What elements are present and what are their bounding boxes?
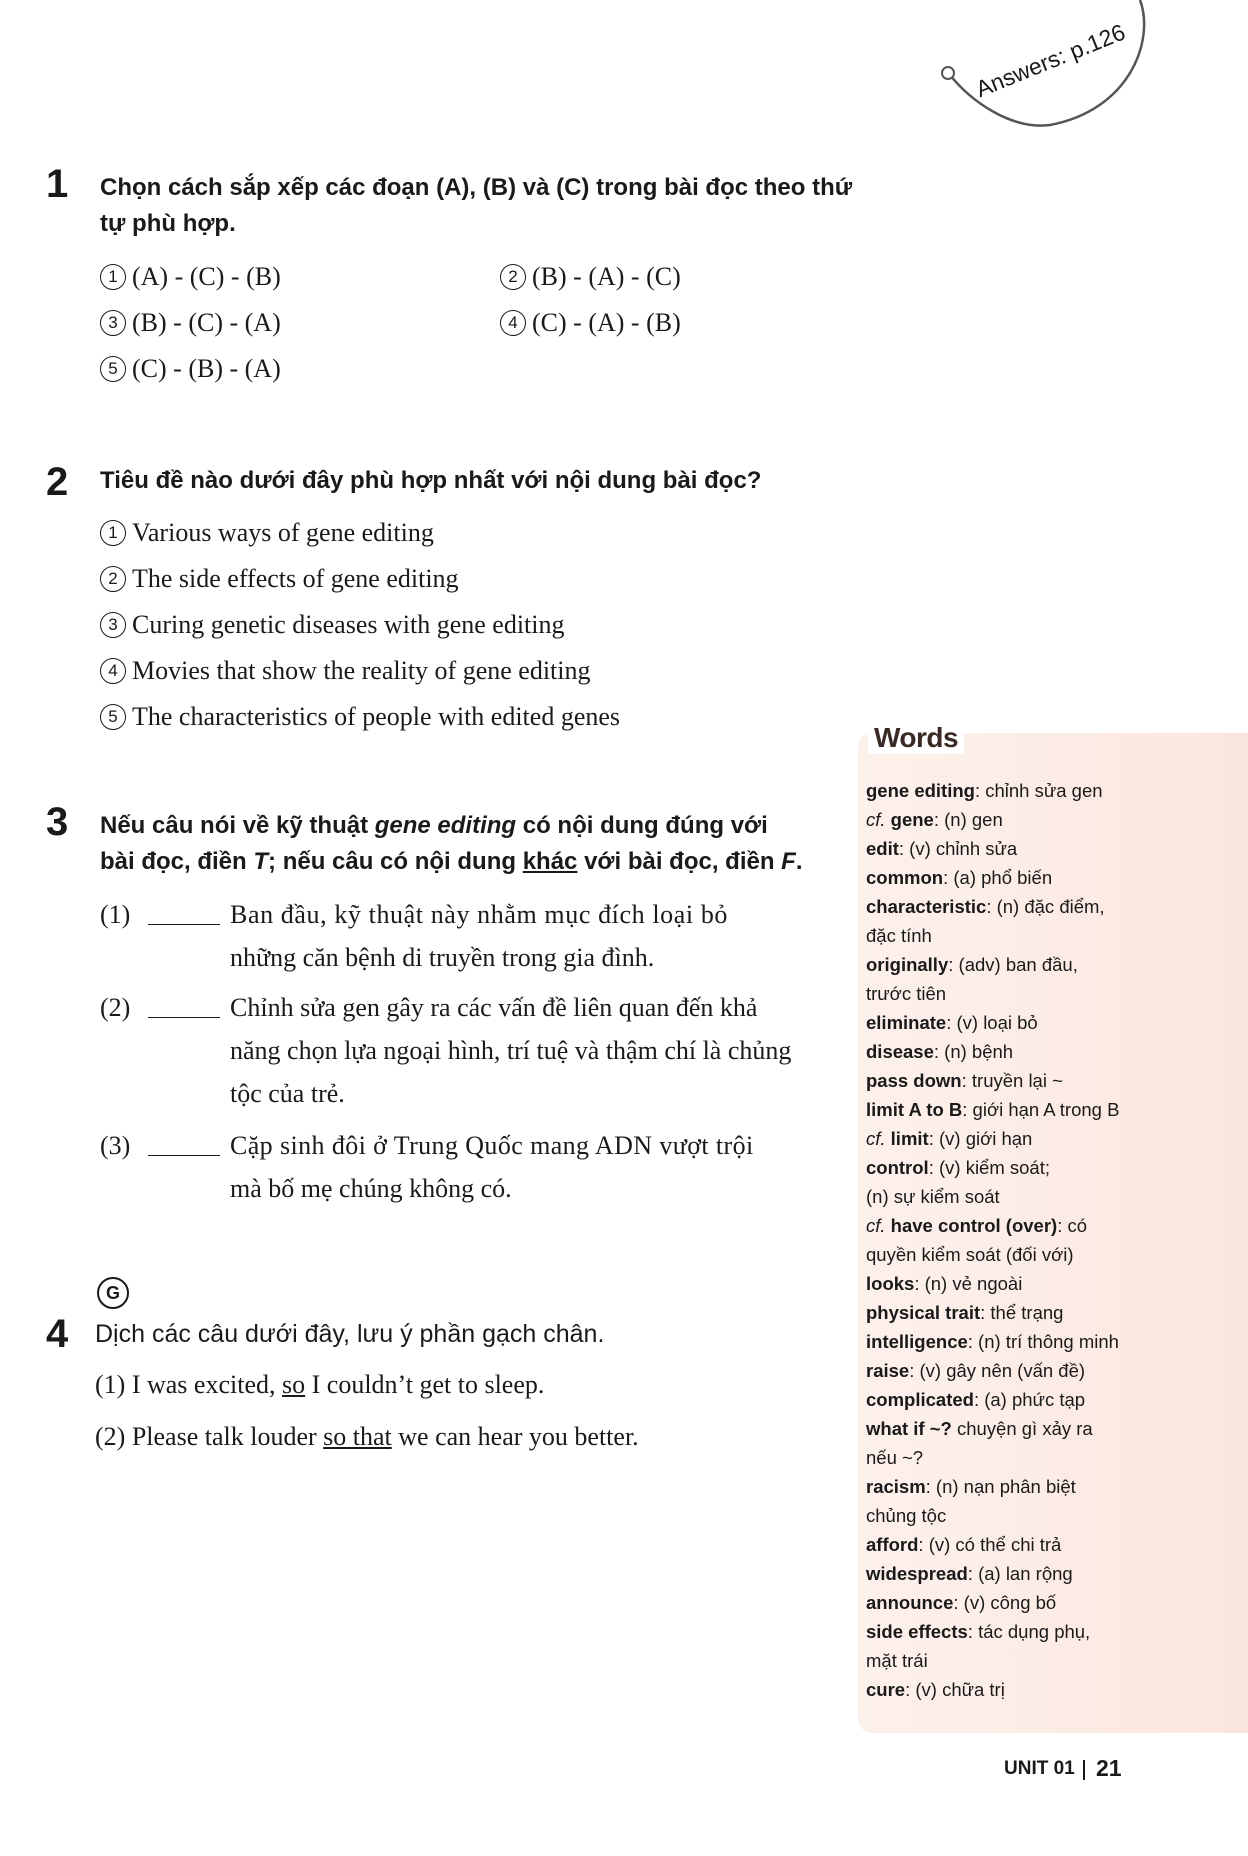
q2-option-1[interactable] [100, 518, 434, 548]
q3-item-1: (1) Ban đầu, kỹ thuật này nhằm mục đích loại bỏ những căn bệnh di truyền trong gia đình. [100, 893, 820, 979]
q3-prompt [100, 808, 820, 880]
q2-prompt: Tiêu đề nào dưới đây phù hợp nhất với nội dung bài đọc? [100, 467, 762, 494]
g-badge: G [97, 1277, 129, 1309]
q3-item-3: (3) Cặp sinh đôi ở Trung Quốc mang ADN vượt trội mà bố mẹ chúng không có. [100, 1124, 820, 1210]
q2-option-3[interactable] [100, 610, 565, 640]
circled-number: 2 [500, 264, 526, 290]
word-entry: complicated: (a) phức tạp [866, 1389, 1086, 1410]
item-text: tộc của trẻ. [230, 1079, 345, 1108]
words-list [866, 776, 1246, 1704]
word-entry: chủng tộc [866, 1505, 947, 1526]
word-entry: common: (a) phổ biến [866, 867, 1053, 888]
word-entry: cf. have control (over): có [866, 1215, 1088, 1236]
word-entry: pass down: truyền lại ~ [866, 1070, 1063, 1091]
q1-prompt-line2: tự phù hợp. [100, 210, 236, 237]
word-entry: announce: (v) công bố [866, 1592, 1057, 1613]
circled-number: 5 [100, 704, 126, 730]
q1-prompt [100, 170, 960, 242]
word-entry: đặc tính [866, 925, 932, 946]
word-entry: what if ~? chuyện gì xảy ra [866, 1418, 1093, 1439]
circled-number: 4 [500, 310, 526, 336]
q4-number: 4 [46, 1312, 69, 1356]
q3-item-2: (2) Chỉnh sửa gen gây ra các vấn đề liên quan đến khả năng chọn lựa ngoại hình, trí tuệ và thậm chí là chủng tộc của trẻ. [100, 986, 820, 1115]
q2-option-4[interactable] [100, 656, 591, 686]
q4-item-1: (1) I was excited, so I couldn’t get to sleep. [95, 1370, 545, 1399]
q4-item-2: (2) Please talk louder so that we can hear you better. [95, 1422, 639, 1451]
option-text: (A) - (C) - (B) [132, 262, 281, 291]
footer-page: 21 [1096, 1755, 1122, 1781]
option-text: (C) - (B) - (A) [132, 354, 281, 383]
word-entry: characteristic: (n) đặc điểm, [866, 896, 1105, 917]
option-text: Curing genetic diseases with gene editing [132, 610, 565, 639]
word-entry: (n) sự kiểm soát [866, 1186, 1000, 1207]
q3-number: 3 [46, 800, 69, 844]
circled-number: 1 [100, 520, 126, 546]
item-text: những căn bệnh di truyền trong gia đình. [230, 943, 655, 972]
q1-number: 1 [46, 162, 69, 206]
answers-label: Answers: p.126 [972, 18, 1129, 103]
item-text: Chỉnh sửa gen gây ra các vấn đề liên quan đến khả [230, 993, 758, 1022]
q3-prompt-line1: Nếu câu nói về kỹ thuật gene editing có nội dung đúng với [100, 812, 768, 839]
word-entry: control: (v) kiểm soát; [866, 1157, 1051, 1178]
q2-option-5[interactable] [100, 702, 620, 732]
option-text: (B) - (A) - (C) [532, 262, 681, 291]
option-text: (B) - (C) - (A) [132, 308, 281, 337]
answers-tag [930, 0, 1200, 140]
word-entry: mặt trái [866, 1650, 928, 1671]
word-entry: cf. gene: (n) gen [866, 809, 1003, 830]
option-text: Movies that show the reality of gene editing [132, 656, 591, 685]
item-text: năng chọn lựa ngoại hình, trí tuệ và thậm chí là chủng [230, 1036, 792, 1065]
footer-unit: UNIT 01 [1004, 1758, 1075, 1779]
word-entry: cf. limit: (v) giới hạn [866, 1128, 1033, 1149]
circled-number: 3 [100, 612, 126, 638]
circled-number: 3 [100, 310, 126, 336]
word-entry: afford: (v) có thể chi trả [866, 1534, 1062, 1555]
word-entry: trước tiên [866, 983, 947, 1004]
circled-number: 5 [100, 356, 126, 382]
circled-number: 1 [100, 264, 126, 290]
word-entry: edit: (v) chỉnh sửa [866, 838, 1018, 859]
word-entry: side effects: tác dụng phụ, [866, 1621, 1091, 1642]
item-text: mà bố mẹ chúng không có. [230, 1174, 512, 1203]
word-entry: raise: (v) gây nên (vấn đề) [866, 1360, 1086, 1381]
q2-option-2[interactable] [100, 564, 459, 594]
word-entry: racism: (n) nạn phân biệt [866, 1476, 1076, 1497]
q1-prompt-line1: Chọn cách sắp xếp các đoạn (A), (B) và (C) trong bài đọc theo thứ [100, 174, 853, 201]
q1-option-1[interactable] [100, 262, 281, 292]
item-text: Cặp sinh đôi ở Trung Quốc mang ADN vượt trội [230, 1131, 754, 1160]
item-text: Ban đầu, kỹ thuật này nhằm mục đích loại bỏ [230, 900, 729, 929]
q2-number: 2 [46, 460, 69, 504]
option-text: The side effects of gene editing [132, 564, 459, 593]
word-entry: looks: (n) vẻ ngoài [866, 1273, 1023, 1294]
q1-option-3[interactable] [100, 308, 281, 338]
q1-option-5[interactable] [100, 354, 281, 384]
answer-blank[interactable] [148, 1131, 220, 1156]
q4-prompt: Dịch các câu dưới đây, lưu ý phần gạch chân. [95, 1320, 605, 1348]
option-text: The characteristics of people with edited genes [132, 702, 621, 731]
word-entry: nếu ~? [866, 1447, 924, 1468]
word-entry: physical trait: thể trạng [866, 1302, 1064, 1323]
circled-number: 4 [100, 658, 126, 684]
option-text: Various ways of gene editing [132, 518, 434, 547]
word-entry: limit A to B: giới hạn A trong B [866, 1099, 1120, 1120]
q1-option-2[interactable] [500, 262, 681, 292]
word-entry: disease: (n) bệnh [866, 1041, 1014, 1062]
word-entry: originally: (adv) ban đầu, [866, 954, 1078, 975]
answer-blank[interactable] [148, 900, 220, 925]
word-entry: cure: (v) chữa trị [866, 1679, 1005, 1700]
option-text: (C) - (A) - (B) [532, 308, 681, 337]
q3-prompt-line2: bài đọc, điền T; nếu câu có nội dung khác với bài đọc, điền F. [100, 848, 803, 875]
word-entry: eliminate: (v) loại bỏ [866, 1012, 1038, 1033]
word-entry: intelligence: (n) trí thông minh [866, 1331, 1119, 1352]
footer-divider [1083, 1760, 1085, 1780]
answer-blank[interactable] [148, 993, 220, 1018]
word-entry: gene editing: chỉnh sửa gen [866, 780, 1103, 801]
word-entry: quyền kiểm soát (đối với) [866, 1244, 1074, 1265]
q1-option-4[interactable] [500, 308, 681, 338]
words-title: Words [868, 722, 964, 754]
circled-number: 2 [100, 566, 126, 592]
word-entry: widespread: (a) lan rộng [866, 1563, 1073, 1584]
